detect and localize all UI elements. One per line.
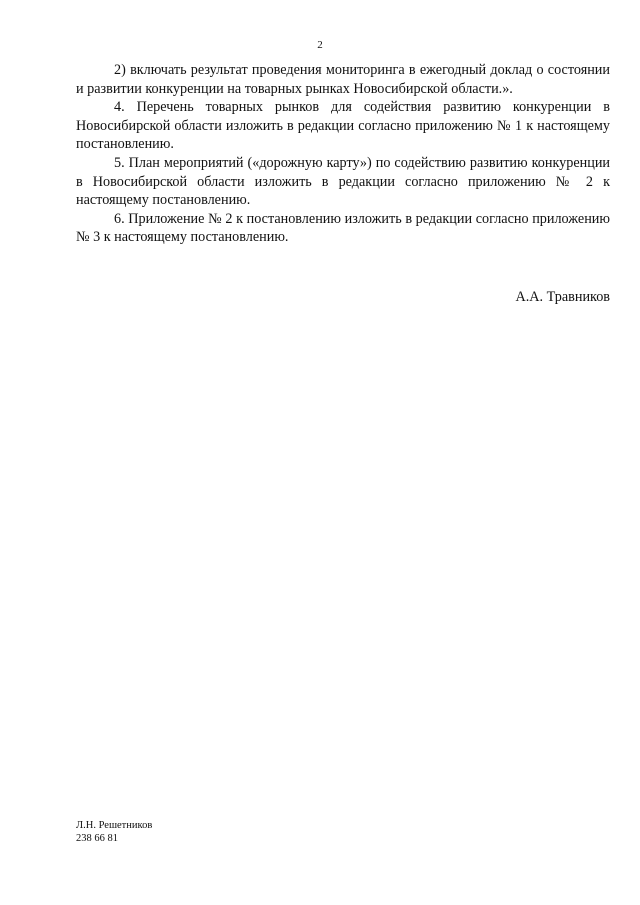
paragraph-item-2: 2) включать результат проведения мониторинга в ежегодный доклад о состоянии и развитии конкуренции на товарных рынках Новосибирской области.». <box>76 62 610 97</box>
signatory-name: А.А. Травников <box>515 289 610 305</box>
executor-block <box>76 819 152 845</box>
document-body <box>76 61 610 247</box>
executor-name: Л.Н. Решетников <box>76 820 153 831</box>
paragraph-point-6: 6. Приложение № 2 к постановлению изложить в редакции согласно приложению № 3 к настоящему постановлению. <box>76 210 610 246</box>
paragraph-point-4: 4. Перечень товарных рынков для содействия развитию конкуренции в Новосибирской области изложить в редакции согласно приложению № 1 к настоящему постановлению. <box>76 99 610 153</box>
paragraph-point-5: 5. План мероприятий («дорожную карту») по содействию развитию конкуренции в Новосибирской области изложить в редакции согласно приложению № 2 к настоящему постановлению. <box>76 154 610 209</box>
page-number: 2 <box>317 39 323 51</box>
executor-phone: 238 66 81 <box>76 833 118 844</box>
